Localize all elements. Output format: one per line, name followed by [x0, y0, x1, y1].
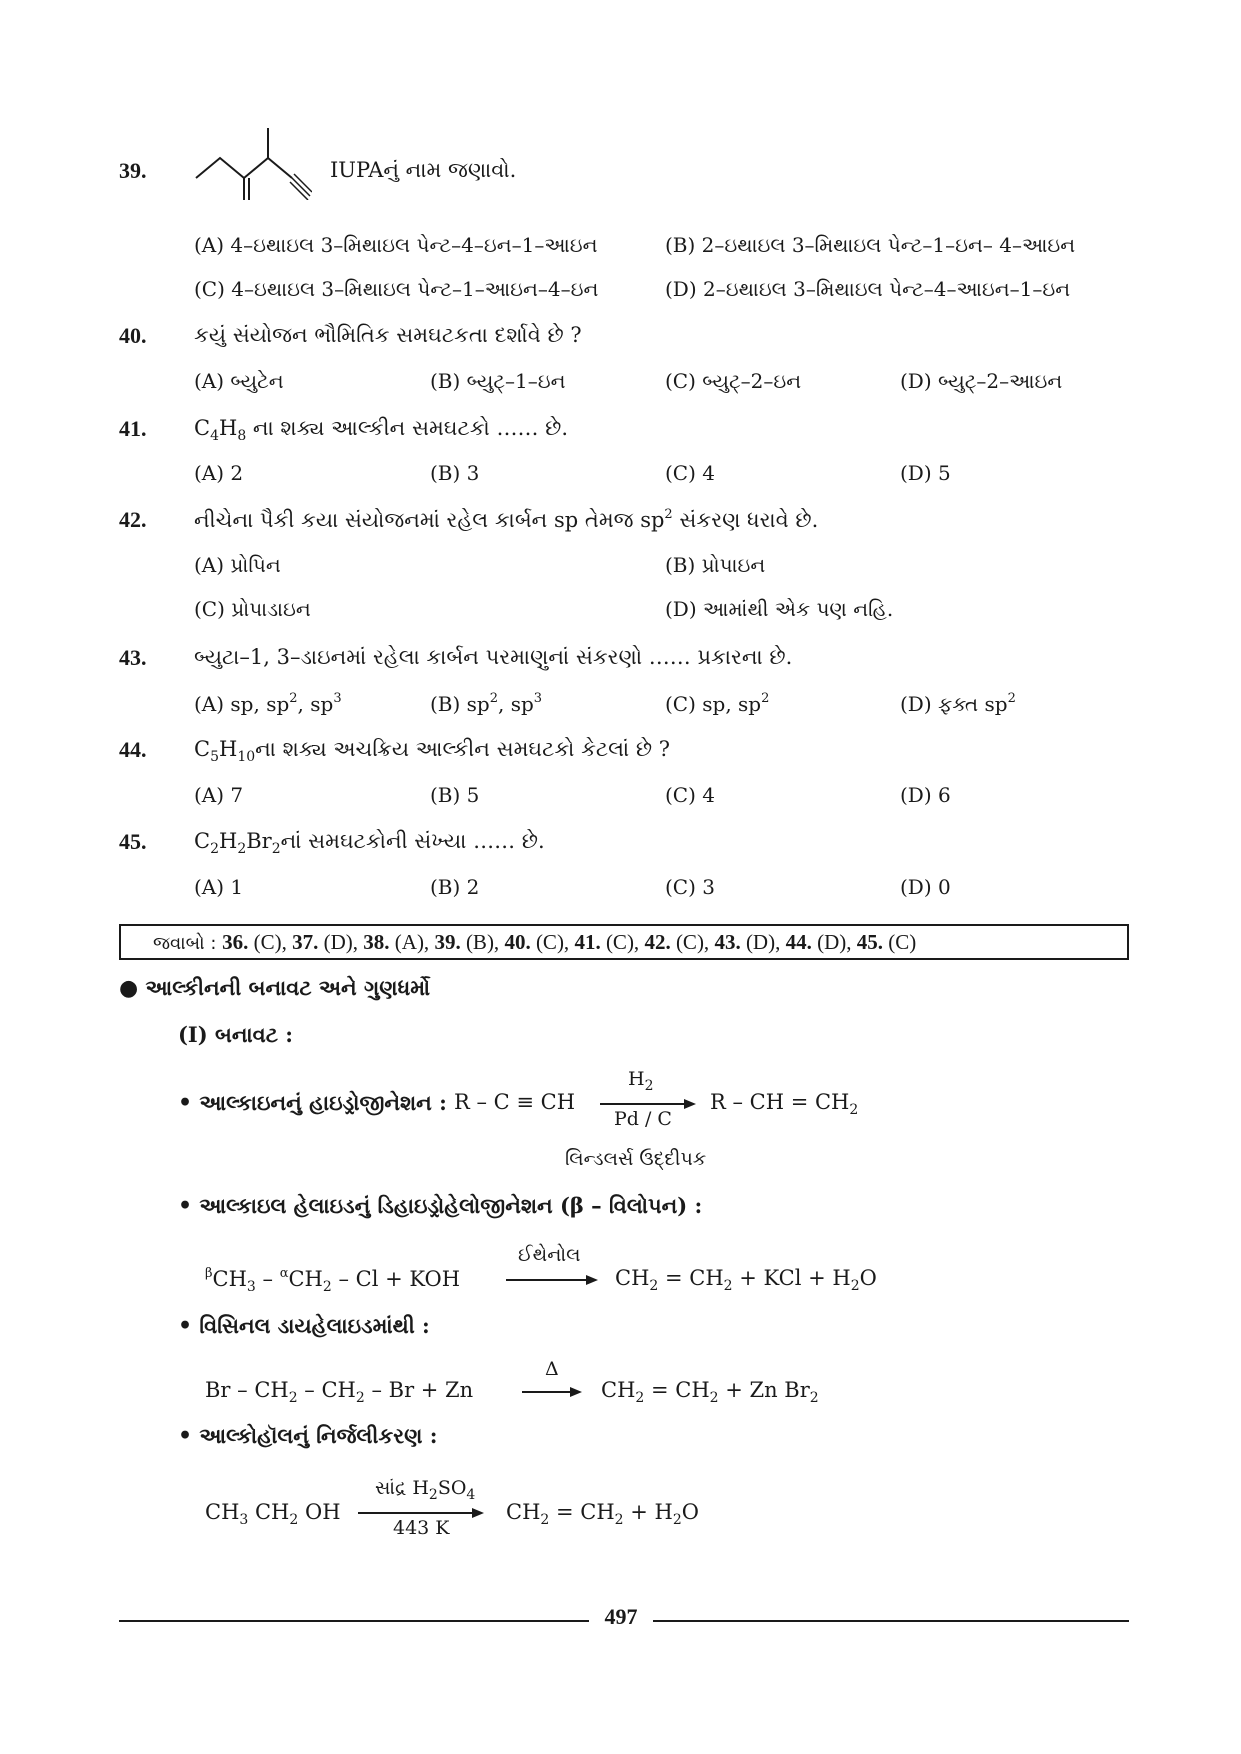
option-a: (A) પ્રોપિન	[194, 553, 281, 577]
footer-rule-right	[653, 1620, 1129, 1622]
option-d: (D) 6	[900, 783, 951, 807]
reaction-title: • આલ્કોહૉલનું નિર્જલીકરણ :	[178, 1423, 438, 1449]
option-d: (D) બ્યુટ્–2–આઇન	[900, 369, 1063, 393]
question-text: $C_4H_8$ ના શક્ય આલ્કીન સમઘટકો …… છે.	[194, 416, 569, 444]
answer-key-box: જવાબો : 36. (C), 37. (D), 38. (A), 39. (B), 40. (C), 41. (C), 42. (C), 43. (D), 44. (D), 45. (C)	[119, 924, 1129, 960]
reaction-rhs: R – CH = $CH_2$	[710, 1090, 859, 1118]
reaction-title: • આલ્કાઇનનું હાઇડ્રોજીનેશન :	[178, 1090, 447, 1116]
question-text: $C_5H_{10}ના$ શક્ય અચક્રિય આલ્કીન સમઘટકો કેટલાં છે ?	[194, 737, 671, 765]
bullet-icon: •	[178, 1193, 193, 1219]
reagent-above: ઈથેનોલ	[518, 1244, 581, 1266]
reagent-above: $H_2$	[628, 1068, 654, 1094]
option-c: (C) બ્યુટ્–2–ઇન	[665, 369, 802, 393]
option-a: (A) sp, $sp^2$, $sp^3$	[194, 691, 342, 716]
option-c: (C) 4–ઇથાઇલ 3–મિથાઇલ પેન્ટ–1–આઇન–4–ઇન	[194, 277, 599, 301]
skeletal-structure-diagram	[192, 120, 312, 200]
question-text: $C_2H_2Br_2નાં$ સમઘટકોની સંખ્યા …… છે.	[194, 829, 545, 857]
reaction-title: • વિસિનલ ડાયહેલાઇડમાંથી :	[178, 1313, 430, 1339]
option-d: (D) 5	[900, 461, 951, 485]
footer-rule-left	[119, 1620, 589, 1622]
reaction-rhs: $CH_2 = CH_2 + Zn$ $Br_2$	[601, 1378, 819, 1406]
reagent-above: Δ	[545, 1358, 559, 1380]
option-d: (D) ફક્ત $sp^2$	[900, 691, 1016, 716]
question-number: 43.	[119, 645, 147, 670]
option-b: (B) બ્યુટ્–1–ઇન	[430, 369, 566, 393]
subsection-heading: (I) બનાવટ :	[178, 1022, 294, 1047]
bullet-icon: ●	[119, 975, 139, 1001]
reaction-lhs: $^\beta CH_3 - ^\alpha CH_2$ – Cl + KOH	[205, 1266, 461, 1295]
option-a: (A) બ્યુટેન	[194, 369, 284, 393]
question-number: 45.	[119, 829, 147, 854]
bullet-icon: •	[178, 1090, 193, 1116]
question-number: 40.	[119, 323, 147, 348]
option-b: (B) 5	[430, 783, 480, 807]
bullet-icon: •	[178, 1423, 193, 1449]
option-c: (C) 3	[665, 875, 715, 899]
option-b: (B) 3	[430, 461, 480, 485]
reaction-arrow-icon	[522, 1385, 582, 1399]
reaction-lhs: $CH_3$ $CH_2$ OH	[205, 1500, 341, 1528]
reaction-rhs: $CH_2 = CH_2$ + KCl + $H_2O$	[615, 1266, 877, 1294]
option-a: (A) 7	[194, 783, 244, 807]
reaction-lhs: R – C ≡ CH	[454, 1090, 576, 1114]
reaction-lhs: $Br - CH_2 - CH_2 - Br + Zn$	[205, 1378, 474, 1406]
option-b: (B) પ્રોપાઇન	[665, 553, 766, 577]
reaction-rhs: $CH_2 = CH_2 + H_2O$	[506, 1500, 699, 1528]
reagent-above: સાંદ્ર $H_2SO_4$	[375, 1477, 476, 1503]
condition-below: 443 K	[393, 1517, 450, 1539]
option-c: (C) sp, $sp^2$	[665, 691, 770, 716]
reaction-arrow-icon	[506, 1273, 598, 1287]
option-b: (B) 2–ઇથાઇલ 3–મિથાઇલ પેન્ટ–1–ઇન– 4–આઇન	[665, 233, 1076, 257]
catalyst-below: Pd / C	[614, 1108, 672, 1130]
reaction-title: • આલ્કાઇલ હેલાઇડનું ડિહાઇડ્રોહેલોજીનેશન (β – વિલોપન) :	[178, 1193, 703, 1219]
question-number: 44.	[119, 737, 147, 762]
bullet-icon: •	[178, 1313, 193, 1339]
option-b: (B) $sp^2$, $sp^3$	[430, 691, 543, 716]
question-text: કયું સંયોજન ભૌમિતિક સમઘટકતા દર્શાવે છે ?	[194, 323, 582, 347]
option-a: (A) 4–ઇથાઇલ 3–મિથાઇલ પેન્ટ–4–ઇન–1–આઇન	[194, 233, 598, 257]
question-number: 39.	[119, 158, 147, 183]
option-c: (C) પ્રોપાડાઇન	[194, 597, 311, 621]
question-number: 41.	[119, 416, 147, 441]
question-number: 42.	[119, 507, 147, 532]
option-c: (C) 4	[665, 461, 715, 485]
section-heading: ● આલ્કીનની બનાવટ અને ગુણધર્મો	[119, 975, 431, 1001]
option-d: (D) 0	[900, 875, 951, 899]
page-number: 497	[604, 1604, 638, 1629]
option-b: (B) 2	[430, 875, 480, 899]
option-a: (A) 2	[194, 461, 244, 485]
catalyst-note: લિન્ડલર્સ ઉદ્દીપક	[565, 1148, 707, 1170]
option-c: (C) 4	[665, 783, 715, 807]
option-d: (D) આમાંથી એક પણ નહિ.	[665, 597, 894, 621]
question-text: IUPAનું નામ જણાવો.	[330, 158, 517, 182]
question-text: નીચેના પૈકી કયા સંયોજનમાં રહેલ કાર્બન sp તેમજ $sp^2$ સંકરણ ધરાવે છે.	[194, 507, 819, 532]
option-d: (D) 2–ઇથાઇલ 3–મિથાઇલ પેન્ટ–4–આઇન–1–ઇન	[665, 277, 1071, 301]
answer-key-label: જવાબો :	[153, 933, 223, 954]
question-text: બ્યુટા–1, 3–ડાઇનમાં રહેલા કાર્બન પરમાણુનાં સંકરણો …… પ્રકારના છે.	[194, 645, 793, 669]
option-a: (A) 1	[194, 875, 244, 899]
